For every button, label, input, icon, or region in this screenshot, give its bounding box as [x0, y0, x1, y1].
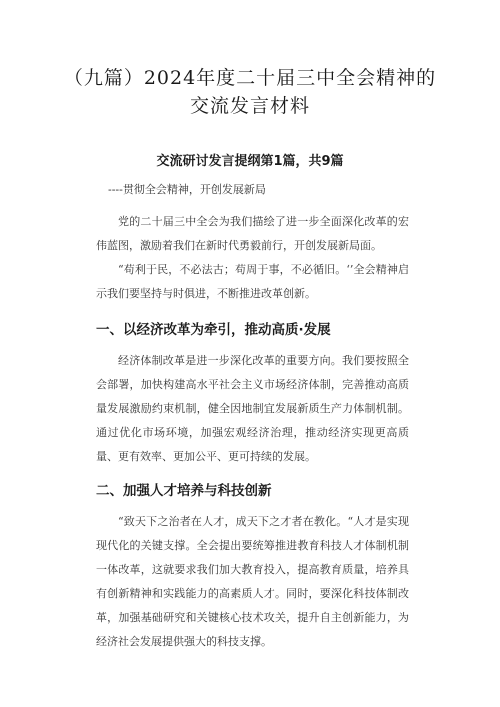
document-tagline: ----贯彻全会精神，开创发展新局	[108, 183, 266, 196]
paragraph-economic-reform: 经济体制改革是进一步深化改革的重要方向。我们要按照全会部署，加快构建高水平社会主义市场经济体制，完善推动高质量发展激励约束机制，健全因地制宜发展新质生产力体制机制。通过优化市场环境，加强宏观经济治理，推动经济实现更高质量、更有效率、更加公平、更可持续的发展。	[96, 354, 409, 463]
document-title-line1: （九篇）2024年度二十届三中全会精神的	[63, 67, 437, 89]
document-subtitle: 交流研讨发言提纲第1篇，共9篇	[156, 154, 344, 169]
paragraph-intro: 党的二十届三中全会为我们描绘了进一步全面深化改革的宏伟蓝图，激励着我们在新时代勇毅前行，开创发展新局面。	[96, 215, 409, 252]
paragraph-talent-innovation: “致天下之治者在人才，成天下之才者在教化。“人才是实现现代化的关键支撑。全会提出要统筹推进教育科技人才体制机制一体改革，这就要求我们加大教育投入，提高教育质量，培养具有创新精神和实践能力的高素质人才。同时，要深化科技体制改革，加强基础研究和关键核心技术攻关，提升自主创新能力，为经济社会发展提供强大的科技支撑。	[96, 515, 409, 648]
document-title-line2: 交流发言材料	[189, 95, 310, 117]
section-heading-economic-reform: 一、以经济改革为牵引，推动高质·发展	[96, 322, 331, 338]
paragraph-quote: “苟利于民，不必法古；苟周于事，不必循旧。‘’全会精神启示我们要坚持与时俱进，不断推进改革创新。	[96, 263, 409, 300]
section-heading-talent-innovation: 二、加强人才培养与科技创新	[96, 483, 272, 499]
